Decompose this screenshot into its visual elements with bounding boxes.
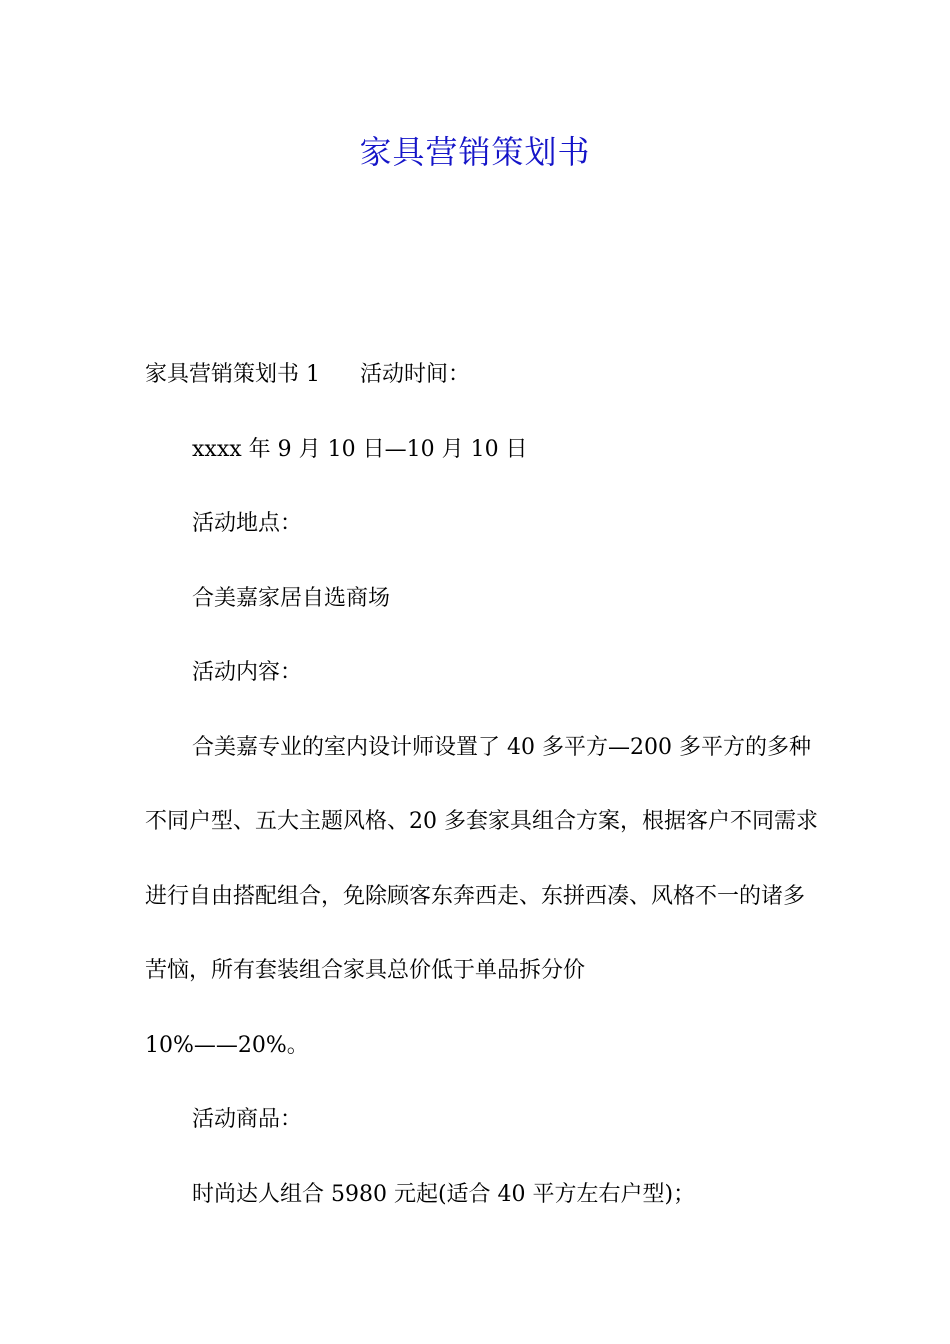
document-body <box>145 338 825 1232</box>
product-item: 时尚达人组合 5980 元起(适合 40 平方左右户型)； <box>192 1181 696 1207</box>
activity-location-label: 活动地点： <box>192 511 303 536</box>
activity-products-label: 活动商品： <box>192 1107 303 1132</box>
activity-time-value: xxxx 年 9 月 10 日—10 月 10 日 <box>192 436 528 462</box>
activity-content-paragraph: 合美嘉专业的室内设计师设置了 40 多平方—200 多平方的多种不同户型、五大主题风格、20 多套家具组合方案，根据客户不同需求进行自由搭配组合，免除顾客东奔西走、东拼西凑、风格不一的诸多苦恼，所有套装组合家具总价低于单品拆分价 <box>145 734 818 983</box>
activity-location-value: 合美嘉家居自选商场 <box>192 585 391 611</box>
document-title: 家具营销策划书 <box>359 133 591 171</box>
discount-range: 10%——20%。 <box>145 1032 309 1058</box>
intro-line <box>145 338 825 413</box>
intro-label: 活动时间： <box>360 362 471 387</box>
intro-heading: 家具营销策划书 1 <box>145 362 320 387</box>
activity-content-label: 活动内容： <box>192 660 303 685</box>
